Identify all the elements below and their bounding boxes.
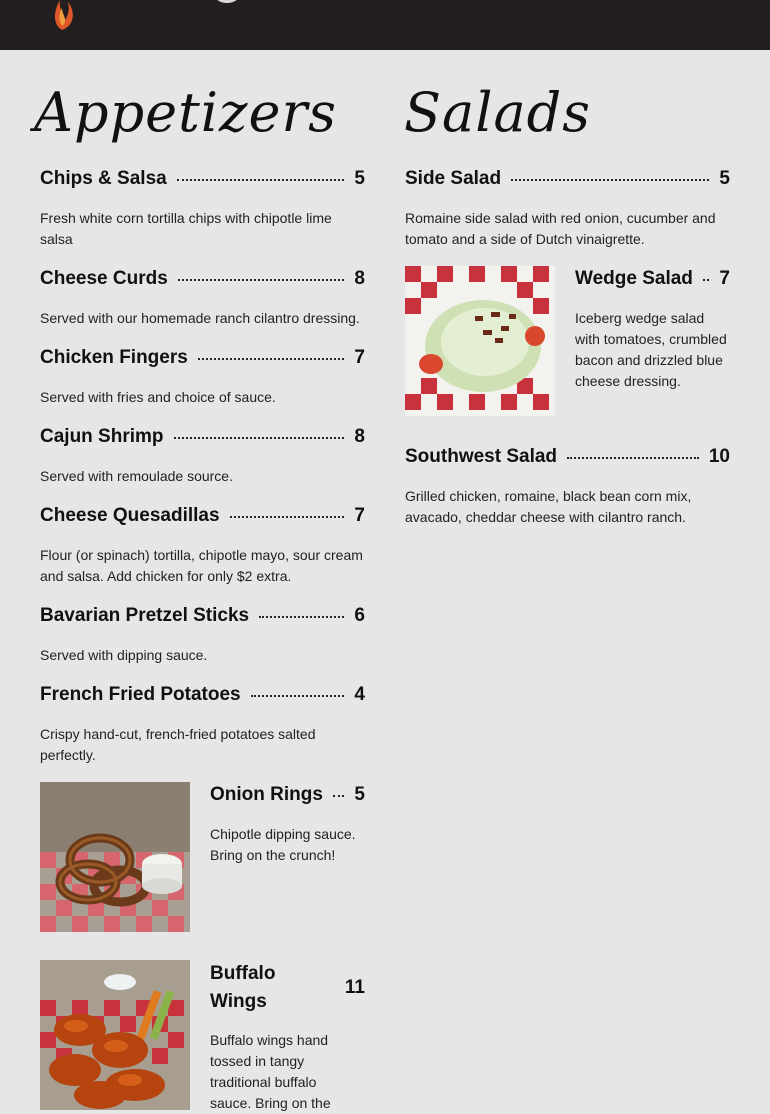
item-name: Buffalo Wings bbox=[210, 963, 276, 1012]
menu-item bbox=[40, 346, 365, 408]
menu-item bbox=[40, 504, 365, 587]
item-name: Wedge Salad bbox=[575, 268, 693, 289]
item-price: 7 bbox=[719, 268, 730, 289]
menu-item bbox=[40, 425, 365, 487]
dot-leader bbox=[511, 179, 709, 181]
dot-leader bbox=[177, 179, 345, 181]
item-name: Onion Rings bbox=[210, 784, 323, 805]
item-name: French Fried Potatoes bbox=[40, 684, 241, 705]
dot-leader bbox=[174, 437, 345, 439]
menu-item bbox=[405, 445, 730, 528]
menu-item bbox=[575, 267, 730, 392]
menu-item bbox=[210, 960, 365, 1114]
item-price: 8 bbox=[354, 426, 365, 447]
dot-leader bbox=[230, 516, 345, 518]
item-price: 10 bbox=[708, 446, 730, 467]
item-name: Side Salad bbox=[405, 168, 502, 189]
item-description: Buffalo wings hand tossed in tangy traditional buffalo sauce. Bring on the bbox=[210, 1032, 331, 1111]
item-description: Flour (or spinach) tortilla, chipotle mayo, sour cream and salsa. Add chicken for only $2 extra. bbox=[40, 547, 363, 584]
dot-leader bbox=[178, 279, 345, 281]
item-name: Bavarian Pretzel Sticks bbox=[40, 605, 250, 626]
item-description: Served with fries and choice of sauce. bbox=[40, 389, 276, 405]
logo-flame-icon bbox=[44, 0, 84, 32]
item-price: 11 bbox=[344, 977, 365, 998]
item-name: Cheese Curds bbox=[40, 268, 168, 289]
item-price: 5 bbox=[719, 168, 730, 189]
salads-heading: Salads bbox=[404, 81, 591, 144]
item-price: 5 bbox=[354, 784, 365, 805]
item-description: Fresh white corn tortilla chips with chipotle lime salsa bbox=[40, 210, 332, 247]
logo-emblem bbox=[212, 0, 242, 4]
buffalo-wings-photo bbox=[40, 960, 190, 1110]
item-name: Chicken Fingers bbox=[40, 347, 188, 368]
item-name: Cajun Shrimp bbox=[40, 426, 164, 447]
onion-rings-photo bbox=[40, 782, 190, 932]
item-name: Cheese Quesadillas bbox=[40, 505, 220, 526]
dot-leader bbox=[567, 457, 699, 459]
menu-item bbox=[40, 167, 365, 250]
item-description: Grilled chicken, romaine, black bean corn mix, avacado, cheddar cheese with cilantro ranch. bbox=[405, 488, 692, 525]
item-price: 8 bbox=[354, 268, 365, 289]
appetizers-heading: Appetizers bbox=[34, 81, 337, 144]
item-description: Served with remoulade source. bbox=[40, 468, 233, 484]
dot-leader bbox=[259, 616, 344, 618]
item-description: Crispy hand-cut, french-fried potatoes salted perfectly. bbox=[40, 726, 316, 763]
item-name: Chips & Salsa bbox=[40, 168, 167, 189]
item-description: Iceberg wedge salad with tomatoes, crumbled bacon and drizzled blue cheese dressing. bbox=[575, 310, 727, 389]
item-description: Served with dipping sauce. bbox=[40, 647, 208, 663]
header-bar bbox=[0, 0, 770, 50]
menu-item bbox=[40, 683, 365, 766]
wedge-salad-photo bbox=[405, 266, 555, 416]
dot-leader bbox=[198, 358, 345, 360]
item-description: Romaine side salad with red onion, cucumber and tomato and a side of Dutch vinaigrette. bbox=[405, 210, 716, 247]
menu-item bbox=[40, 267, 365, 329]
item-price: 5 bbox=[354, 168, 365, 189]
item-name: Southwest Salad bbox=[405, 446, 558, 467]
dot-leader bbox=[703, 279, 710, 281]
item-price: 7 bbox=[354, 505, 365, 526]
menu-item bbox=[40, 604, 365, 666]
item-description: Chipotle dipping sauce. Bring on the crunch! bbox=[210, 826, 356, 863]
item-description: Served with our homemade ranch cilantro dressing. bbox=[40, 310, 360, 326]
dot-leader bbox=[333, 795, 344, 797]
item-price: 4 bbox=[354, 684, 365, 705]
item-price: 7 bbox=[354, 347, 365, 368]
menu-item bbox=[405, 167, 730, 250]
dot-leader bbox=[251, 695, 345, 697]
menu-item bbox=[210, 783, 365, 866]
item-price: 6 bbox=[354, 605, 365, 626]
